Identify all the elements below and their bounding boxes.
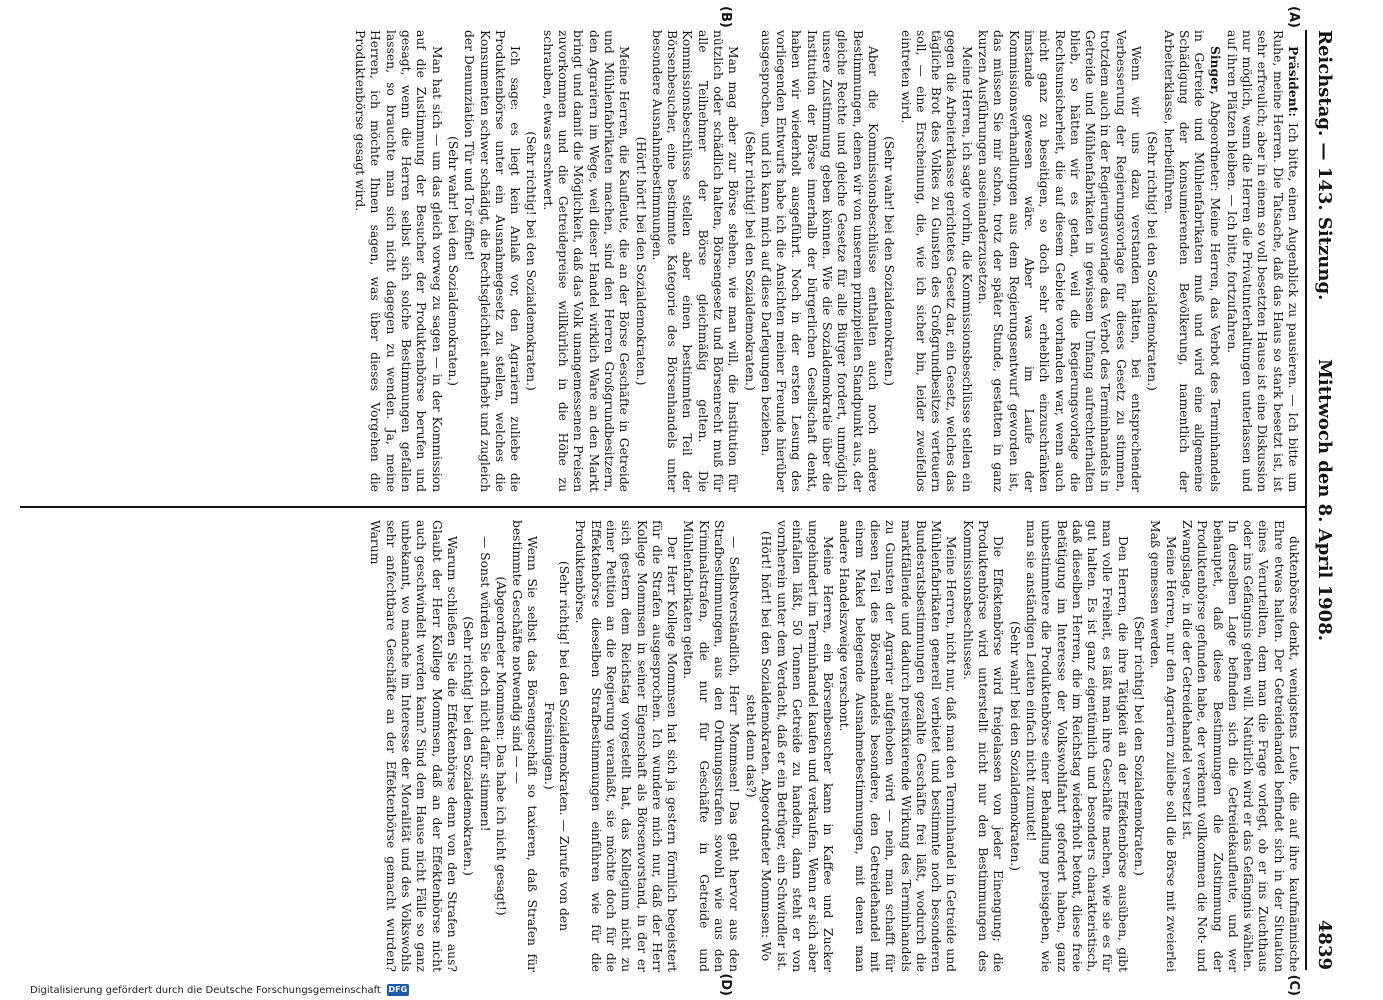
right-interjection: (Hört! hört! bei den Sozialdemokraten. Abgeordneter Mommsen: Wo steht denn das?)	[743, 530, 773, 962]
right-interjection: (Sehr richtig! bei den Sozialdemokraten. — Zurufe von den Freisinnigen.)	[541, 560, 572, 932]
left-paragraph: Aber die Kommissionsbeschlüsse enthalten auch noch andere Bestimmungen, denen wir von unserem prinzipiellen Standpunkt aus, der gleiche Rechte und gleiche Gesetze für alle Bürger fordert, unmöglich unsere Zustimmung geben können. Wie die Sozialdemokratie über die Institution der Börse innerhalb der bürgerlichen Gesellschaft denkt, haben wir wiederholt ausgeführt. Noch in der ersten Lesung des vorliegenden Entwurfs habe ich die Ansichten meiner Freunde hierüber ausgesprochen, und ich kann mich auf diese Darlegungen beziehen.	[758, 30, 880, 492]
footer	[30, 984, 409, 996]
left-interjection: (Sehr richtig! bei den Sozialdemokraten.)	[524, 131, 539, 391]
right-paragraph: Wenn Sie selbst das Börsengeschäft so taxieren, daß Strafen für bestimmte Geschäfte notwendig sind — —	[510, 520, 540, 972]
right-paragraph: duktenbörse denkt, wenigstens Leute, die auf ihre kaufmännische Ehre etwas halten. Der Getreidehandel befindet sich in der Situation eines Verurteilten, dem man die Frage vorlegt, ob er ins Zuchthaus oder ins Gefängnis gehen will. Natürlich wird er das Gefängnis wählen. In derselben Lage befinden sich die Getreidekaufleute, und wer behauptet, daß diese Bestimmungen die Zustimmung der Produktenbörse gefunden habe, der verkennt vollkommen die Not- und Zwangslage, in die der Getreidehandel versetzt ist.	[1179, 520, 1301, 972]
right-interjection: (Sehr richtig! bei den Sozialdemokraten.)	[461, 616, 476, 876]
right-column	[40, 520, 1301, 972]
right-interjection: (Sehr richtig! bei den Sozialdemokraten.)	[1132, 616, 1147, 876]
left-interjection: (Hört! hört! bei den Sozialdemokraten.)	[633, 136, 648, 386]
right-paragraph: Die Effektenbörse wird freigelassen von jeder Einengung; die Produktenbörse wird unterstellt nicht nur den Bestimmungen des Kommissionsbeschlusses.	[960, 520, 1006, 972]
right-paragraph: Warum schließen Sie die Effektenbörse denn von den Strafen aus? Glaubt der Herr Kollege Mommsen, daß an der Effektenbörse nicht auch geschwindelt werden kann? Sind dem Hause nicht Fälle so ganz unbekannt, wo manche im Interesse der Moralität und des Volkswohls sehr anfechtbare Geschäfte an der Effektenbörse gemacht wurden? Warum	[368, 520, 459, 972]
right-paragraph: — Selbstverständlich, Herr Mommsen! Das geht hervor aus den Strafbestimmungen, aus den Ordnungsstrafen sowohl wie aus den Kriminalstrafen, die nur für Geschäfte in Getreide und Mühlenfabrikaten gelten.	[681, 520, 742, 972]
left-interjection: (Sehr wahr! bei den Sozialdemokraten.)	[445, 136, 460, 386]
page-number: 4839	[1314, 919, 1335, 970]
footer-note: Digitalisierung gefördert durch die Deutsche Forschungsgemeinschaft	[30, 984, 381, 996]
left-interjection: (Sehr wahr! bei den Sozialdemokraten.)	[882, 136, 897, 386]
right-paragraph: Der Herr Kollege Mommsen hat sich ja gestern förmlich begeistert für die Strafen ausgesprochen. Ich wundere mich nur, daß der Herr Kollege Mommsen in seiner Eigenschaft als Börsenvorstand, in der er sich gestern dem Reichstag vorgestellt hat, das Kollegium nicht zu einer Petition an die Regierung veranlaßt, sie möchte doch für die Effektenbörse dieselben Strafbestimmungen einführen wie für die Produktenbörse.	[573, 520, 680, 972]
right-paragraph: Den Herren, die ihre Tätigkeit an der Effektenbörse ausüben, gibt man volle Freiheit, es läßt man ihre Geschäfte machen, wie sie es für gut halten. Es ist ganz eigentümlich und besonders charakteristisch, daß dieselben Herren, die im Reichstag wiederholt betont, diese freie Betätigung im Interesse der Volkswohlfahrt gefordert haben, ganz unbestimmtere die Produktenbörse einer Behandlung preisgeben, wie man sie anständigen Leuten einfach nicht zumutet!	[1023, 520, 1130, 972]
left-interjection: (Sehr richtig! bei den Sozialdemokraten.)	[1145, 131, 1160, 391]
right-interjection: (Sehr wahr! bei den Sozialdemokraten.)	[1007, 621, 1022, 871]
header-rule	[1305, 30, 1307, 970]
column-divider	[20, 506, 1307, 508]
left-paragraph: Präsident: Ich bitte, einen Augenblick zu pausieren. — Ich bitte um Ruhe, meine Herren. Die Tatsache, daß das Haus so stark besetzt ist, ist sehr erfreulich; aber in einem so voll besetzten Hause ist eine Diskussion nur möglich, wenn die Herren die Privatunterhaltungen unterlassen und auf ihren Plätzen bleiben. — Ich bitte, fortzufahren.	[1224, 30, 1301, 492]
dfg-logo: DFG	[388, 985, 408, 994]
left-interjection: (Sehr richtig! bei den Sozialdemokraten.)	[742, 131, 757, 391]
right-paragraph: Meine Herren, nicht nur, daß man den Terminhandel in Getreide und Mühlenfabrikaten generell verbietet und bestimmte noch besonderen Bundesratsbestimmungen gezahlte Geschäfte frei läßt, wodurch die marktfällende und dadurch preisfixierende Wirkung des Terminhandels zu Gunsten der Agrarier aufgehoben wird — nein, man schafft für diesen Teil des Börsenhandels besondere, den Getreidehandel mit einem Makel belegende Ausnahmebestimmungen, mit denen man andere Handelszweige verschont.	[837, 520, 959, 972]
left-paragraph: Ich sage: es liegt kein Anlaß vor, den Agrariern zuliebe die Produktenbörse unter ein Ausnahmegesetz zu stellen, welches die Konsumenten schwer schädigt, die Rechtsgleichheit aufhebt und zugleich der Denunziation Tür und Tor öffnet!	[462, 30, 523, 492]
speaker-name: Singer,	[1207, 46, 1223, 102]
margin-marker-d: (D)	[718, 973, 733, 996]
margin-marker-a: (A)	[1286, 6, 1301, 28]
left-paragraph: Singer, Abgeordneter: Meine Herren, das Verbot des Terminhandels in Getreide und Mühlenfabrikaten muß und wird eine allgemeine Schädigung der konsumierenden Bevölkerung, namentlich der Arbeiterklasse, herbeiführen.	[1161, 30, 1223, 492]
left-paragraph: Meine Herren, die Kaufleute, die an der Börse Geschäfte in Getreide und Mühlenfabrikaten machen, sind den Herren Großgrundbesitzern, den Agrariern im Wege, weil dieser Handel wirklich Ware an den Markt bringt und damit die Möglichkeit, daß das Volk unangemessenen Preisen zuvorkommen und die Getreidepreise willkürlich in die Höhe zu schrauben, etwas erschwert.	[540, 30, 632, 492]
left-paragraph: Man hat sich — um das gleich vorweg zu sagen — in der Kommission auf die Zustimmung der Besucher der Produktenbörse berufen und gesagt, wenn die Herren selbst sich solche Bestimmungen gefallen lassen, so brauchte man sich nicht dagegen zu wenden. Ja, meine Herren, ich möchte Ihnen sagen, was über dieses Vorgehen die Produktenbörse gesagt wird.	[353, 30, 444, 492]
left-paragraph: Wenn wir uns dazu verstanden hätten, bei entsprechender Verbesserung der Regierungsvorlage für dieses Gesetz zu stimmen, trotzdem auch in der Regierungsvorlage das Verbot des Terminhandels in Getreide und Mühlenfabrikaten in gewissem Umfang aufrechterhalten blieb, so hätten wir es getan, weil die Regierungsvorlage die Rechtsunsicherheit, die auf diesem Gebiete vorhanden war, wenn auch nicht ganz zu beseitigen, so doch sehr erheblich einzuschränken imstande gewesen wäre. Aber was im Laufe der Kommissionsverhandlungen aus dem Regierungsentwurf geworden ist, das müssen Sie mir schon, trotz der später Stunde, gestatten in ganz kurzen Ausführungen auseinanderzusetzen.	[976, 30, 1144, 492]
speaker-name: Präsident:	[1286, 46, 1301, 123]
header-center: Mittwoch den 8. April 1908.	[1314, 359, 1335, 641]
page-header	[1307, 30, 1335, 970]
margin-marker-c: (C)	[1286, 974, 1301, 996]
right-interjection: (Abgeordneter Mommsen: Das habe ich nicht gesagt!)	[493, 576, 508, 916]
right-paragraph: — Sonst würden Sie doch nicht dafür stimmen!	[477, 536, 492, 832]
left-paragraph: Man mag aber zur Börse stehen, wie man will, die Institution für nützlich oder schädlich halten, Börsengesetz und Börsenrecht muß für alle Teilnehmer der Börse gleichmäßig gelten. Die Kommissionsbeschlüsse stellen aber einen bestimmten Teil der Börsenbesucher, eine bestimmte Kategorie des Börsenhandels unter besondere Ausnahmebestimmungen.	[649, 30, 741, 492]
margin-marker-b: (B)	[718, 6, 733, 28]
right-paragraph: Meine Herren, ein Börsenbesucher kann in Kaffee und Zucker ungehindert im Terminhandel kaufen und verkaufen. Wenn er sich aber einfallen läßt, 50 Tonnen Getreide zu handeln, dann steht er von vornherein unter dem Verdacht, daß er ein Betrüger, ein Schwindler ist.	[775, 520, 836, 972]
left-paragraph: Meine Herren, ich sagte vorhin, die Kommissionsbeschlüsse stellen ein gegen die Arbeiterklasse gerichtetes Gesetz dar, ein Gesetz, welches das tägliche Brot des Volkes zu Gunsten des Großgrundbesitzes verteuern soll, — eine Erscheinung, die, wie ich sicher bin, leider zweifellos eintreten wird.	[898, 30, 974, 492]
header-left: Reichstag. — 143. Sitzung.	[1314, 30, 1335, 301]
right-paragraph: Meine Herren, nur den Agrariern zuliebe soll die Börse mit zweierlei Maß gemessen werden.	[1148, 520, 1178, 972]
left-column	[40, 30, 1301, 492]
